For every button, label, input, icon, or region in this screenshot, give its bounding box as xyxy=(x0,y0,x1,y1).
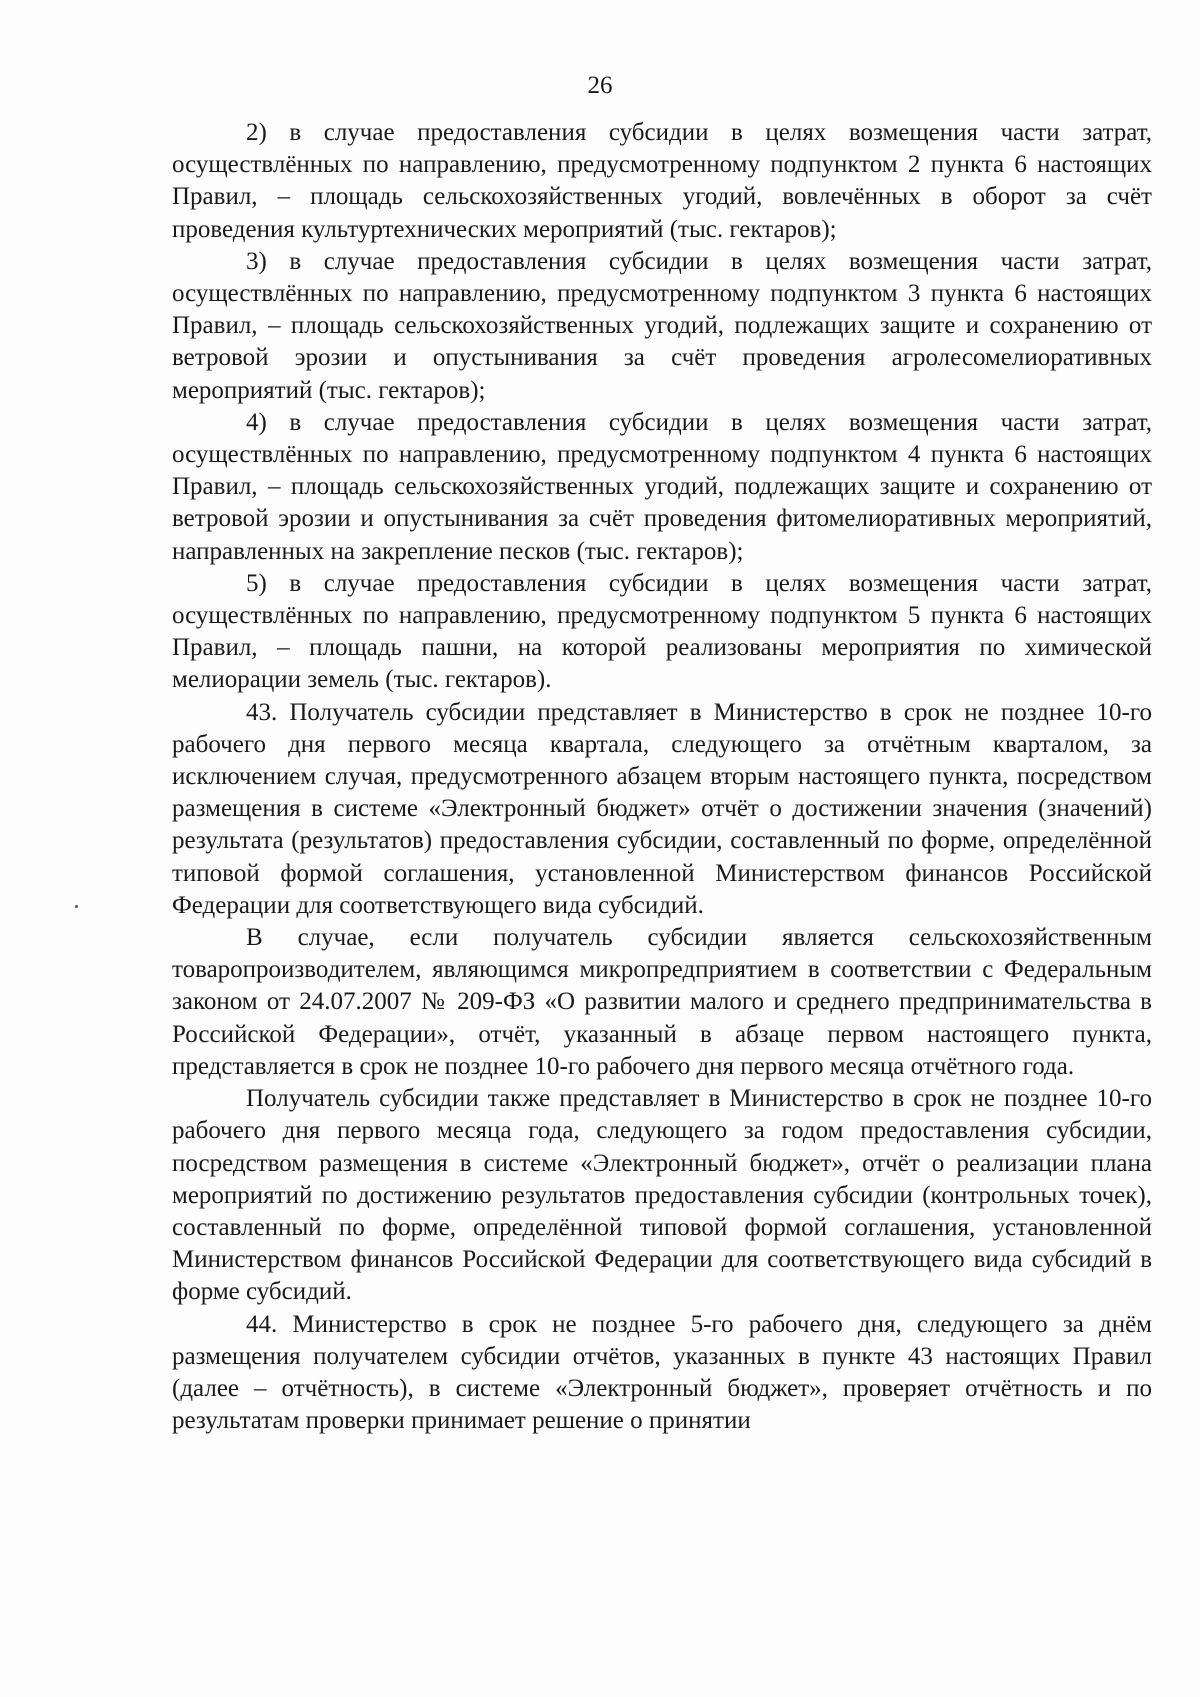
page-number: 26 xyxy=(587,72,613,99)
paragraph-clause-43-exception: В случае, если получатель субсидии является сельскохозяйственным товаропроизводителем, являющимся микропредприятием в соответствии с Федеральным законом от 24.07.2007 № 209-ФЗ «О развитии малого и среднего предпринимательства в Российской Федерации», отчёт, указанный в абзаце первом настоящего пункта, представляется в срок не позднее 10-го рабочего дня первого месяца отчётного года. xyxy=(172,924,1152,1080)
paragraph-clause-44: 44. Министерство в срок не позднее 5-го рабочего дня, следующего за днём размещения получателем субсидии отчётов, указанных в пункте 43 настоящих Правил (далее – отчётность), в системе «Электронный бюджет», проверяет отчётность и по результатам проверки принимает решение о принятии xyxy=(172,1310,1152,1435)
paragraph-clause-43: 43. Получатель субсидии представляет в Министерство в срок не позднее 10-го рабочего дня первого месяца квартала, следующего за отчётным кварталом, за исключением случая, предусмотренного абзацем вторым настоящего пункта, посредством размещения в системе «Электронный бюджет» отчёт о достижении значения (значений) результата (результатов) предоставления субсидии, составленный по форме, определённой типовой формой соглашения, установленной Министерством финансов Российской Федерации для соответствующего вида субсидий. xyxy=(172,698,1152,919)
paragraph-item-5: 5) в случае предоставления субсидии в целях возмещения части затрат, осуществлённых по направлению, предусмотренному подпунктом 5 пункта 6 настоящих Правил, – площадь пашни, на которой реализованы мероприятия по химической мелиорации земель (тыс. гектаров). xyxy=(172,569,1152,694)
paragraph-item-2: 2) в случае предоставления субсидии в целях возмещения части затрат, осуществлённых по направлению, предусмотренному подпунктом 2 пункта 6 настоящих Правил, – площадь сельскохозяйственных угодий, вовлечённых в оборот за счёт проведения культуртехнических мероприятий (тыс. гектаров); xyxy=(172,119,1152,243)
scan-speck xyxy=(75,905,78,908)
document-body xyxy=(172,117,1152,1437)
paragraph-item-3: 3) в случае предоставления субсидии в целях возмещения части затрат, осуществлённых по направлению, предусмотренному подпунктом 3 пункта 6 настоящих Правил, – площадь сельскохозяйственных угодий, подлежащих защите и сохранению от ветровой эрозии и опустынивания за счёт проведения агролесомелиоративных мероприятий (тыс. гектаров); xyxy=(172,247,1152,404)
paragraph-clause-43-plan-report: Получатель субсидии также представляет в Министерство в срок не позднее 10-го рабочего дня первого месяца года, следующего за годом предоставления субсидии, посредством размещения в системе «Электронный бюджет», отчёт о реализации плана мероприятий по достижению результатов предоставления субсидии (контрольных точек), составленный по форме, определённой типовой формой соглашения, установленной Министерством финансов Российской Федерации для соответствующего вида субсидий в форме субсидий. xyxy=(172,1085,1152,1306)
paragraph-item-4: 4) в случае предоставления субсидии в целях возмещения части затрат, осуществлённых по направлению, предусмотренному подпунктом 4 пункта 6 настоящих Правил, – площадь сельскохозяйственных угодий, подлежащих защите и сохранению от ветровой эрозии и опустынивания за счёт проведения фитомелиоративных мероприятий, направленных на закрепление песков (тыс. гектаров); xyxy=(172,408,1152,565)
